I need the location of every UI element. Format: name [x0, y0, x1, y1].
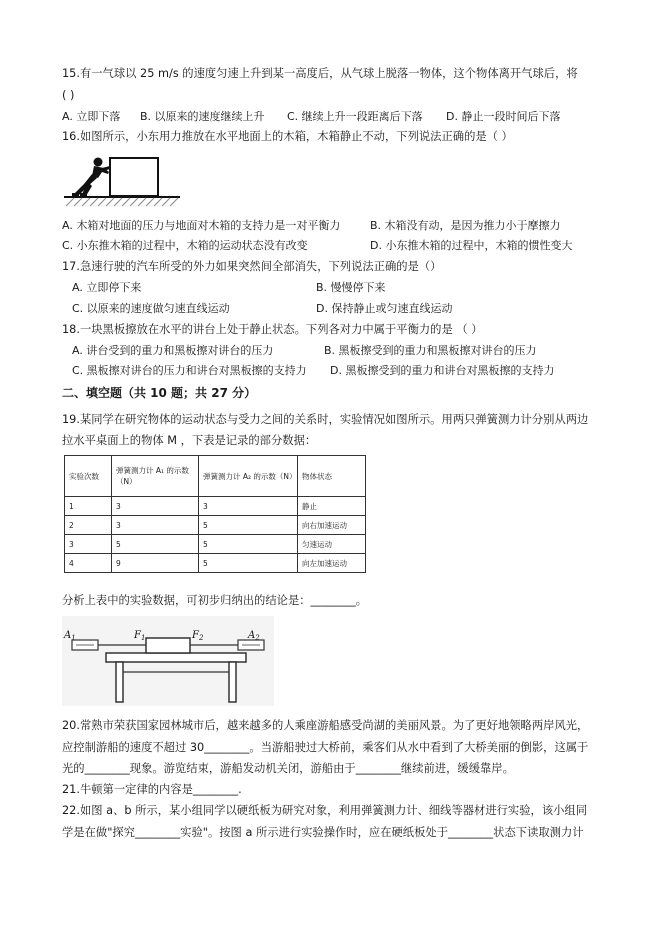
table-cell: 静止 — [298, 497, 366, 516]
table-cell: 5 — [199, 535, 298, 554]
table-cell: 1 — [65, 497, 112, 516]
q19-conclusion: 分析上表中的实验数据，可初步归纳出的结论是：________。 — [62, 594, 368, 607]
object-m — [146, 638, 190, 653]
table-cell: 匀速运动 — [298, 535, 366, 554]
q22-line1: 22.如图 a、b 所示，某小组同学以硬纸板为研究对象，利用弹簧测力计、细线等器材进行实验，该小组同 — [62, 804, 588, 817]
q15-option-a: A. 立即下落 — [62, 110, 121, 123]
table-cell: 向左加速运动 — [298, 554, 366, 573]
q17-option-d: D. 保持静止或匀速直线运动 — [316, 302, 453, 315]
label-f1: $F_1$ — [134, 630, 146, 642]
table-header-row — [65, 456, 366, 497]
q19-spring-scale-figure — [62, 616, 274, 706]
table-header-cell: 弹簧测力计 A₂ 的示数（N） — [199, 456, 298, 497]
q18-option-d: D. 黑板擦受到的重力和讲台对黑板擦的支持力 — [330, 364, 555, 377]
q16-option-c: C. 小东推木箱的过程中，木箱的运动状态没有改变 — [62, 239, 308, 252]
q15-option-b: B. 以原来的速度继续上升 — [140, 110, 265, 123]
table-header-cell: 实验次数 — [65, 456, 112, 497]
q15-option-c: C. 继续上升一段距离后下落 — [287, 110, 423, 123]
q16-stem: 16.如图所示，小东用力推放在水平地面上的木箱，木箱静止不动，下列说法正确的是（ ） — [62, 130, 513, 143]
table-cell: 4 — [65, 554, 112, 573]
q19-stem-line2: 拉水平桌面上的物体 M ，下表是记录的部分数据： — [62, 434, 317, 447]
table-row — [65, 554, 366, 573]
q20-line2: 应控制游船的速度不超过 30________。当游船驶过大桥前，乘客们从水中看到了大桥美丽的倒影，这属于 — [62, 741, 589, 754]
q16-option-d: D. 小东推木箱的过程中，木箱的惯性变大 — [370, 239, 573, 252]
table-row — [65, 516, 366, 535]
q18-option-a: A. 讲台受到的重力和黑板擦对讲台的压力 — [72, 344, 274, 357]
table-row — [65, 535, 366, 554]
table-cell: 3 — [65, 535, 112, 554]
q16-push-box-figure — [64, 152, 180, 208]
table-cell: 3 — [112, 516, 199, 535]
table-header-cell: 弹簧测力计 A₁ 的示数（N） — [112, 456, 199, 497]
q16-option-a: A. 木箱对地面的压力与地面对木箱的支持力是一对平衡力 — [62, 219, 341, 232]
label-a1: $A_1$ — [64, 630, 76, 642]
table-cell: 9 — [112, 554, 199, 573]
q15-option-d: D. 静止一段时间后下落 — [446, 110, 561, 123]
table-cell: 3 — [112, 497, 199, 516]
q21-line1: 21.牛顿第一定律的内容是________. — [62, 783, 242, 796]
q18-option-b: B. 黑板擦受到的重力和黑板擦对讲台的压力 — [324, 344, 537, 357]
q19-stem-line1: 19.某同学在研究物体的运动状态与受力之间的关系时，实验情况如图所示。用两只弹簧测力计分别从两边 — [62, 413, 589, 426]
section-heading-fill-in: 二、填空题（共 10 题；共 27 分） — [62, 386, 257, 400]
table-cell: 5 — [199, 554, 298, 573]
q20-line3: 光的________现象。游览结束，游船发动机关闭，游船由于________继续前进，缓缓靠岸。 — [62, 762, 514, 775]
q17-option-b: B. 慢慢停下来 — [316, 281, 386, 294]
q16-option-b: B. 木箱没有动，是因为推力小于摩擦力 — [370, 219, 561, 232]
q18-option-c: C. 黑板擦对讲台的压力和讲台对黑板擦的支持力 — [72, 364, 307, 377]
label-a2: $A_2$ — [248, 630, 260, 642]
table-cell: 5 — [199, 516, 298, 535]
table-header-cell: 物体状态 — [298, 456, 366, 497]
q15-stem-line1: 15.有一气球以 25 m/s 的速度匀速上升到某一高度后，从气球上脱落一物体，这个物体离开气球后，将 — [62, 67, 578, 80]
q17-option-c: C. 以原来的速度做匀速直线运动 — [72, 302, 230, 315]
q17-stem: 17.急速行驶的汽车所受的外力如果突然间全部消失，下列说法正确的是（） — [62, 260, 442, 273]
table-cell: 向右加速运动 — [298, 516, 366, 535]
table-cell: 5 — [112, 535, 199, 554]
q22-line2: 学是在做"探究________实验"。按图 a 所示进行实验操作时，应在硬纸板处于________状态下读取测力计 — [62, 826, 584, 839]
q18-stem: 18.一块黑板擦放在水平的讲台上处于静止状态。下列各对力中属于平衡力的是 （ ） — [62, 323, 483, 336]
table-cell: 3 — [199, 497, 298, 516]
q15-stem-line2: ( ) — [62, 89, 75, 102]
q19-data-table — [64, 455, 366, 573]
q20-line1: 20.常熟市荣获国家园林城市后，越来越多的人乘座游船感受尚湖的美丽风景。为了更好地领略两岸风光， — [62, 719, 589, 732]
table-cell: 2 — [65, 516, 112, 535]
label-f2: $F_2$ — [192, 630, 204, 642]
q17-option-a: A. 立即停下来 — [72, 281, 142, 294]
table-row — [65, 497, 366, 516]
